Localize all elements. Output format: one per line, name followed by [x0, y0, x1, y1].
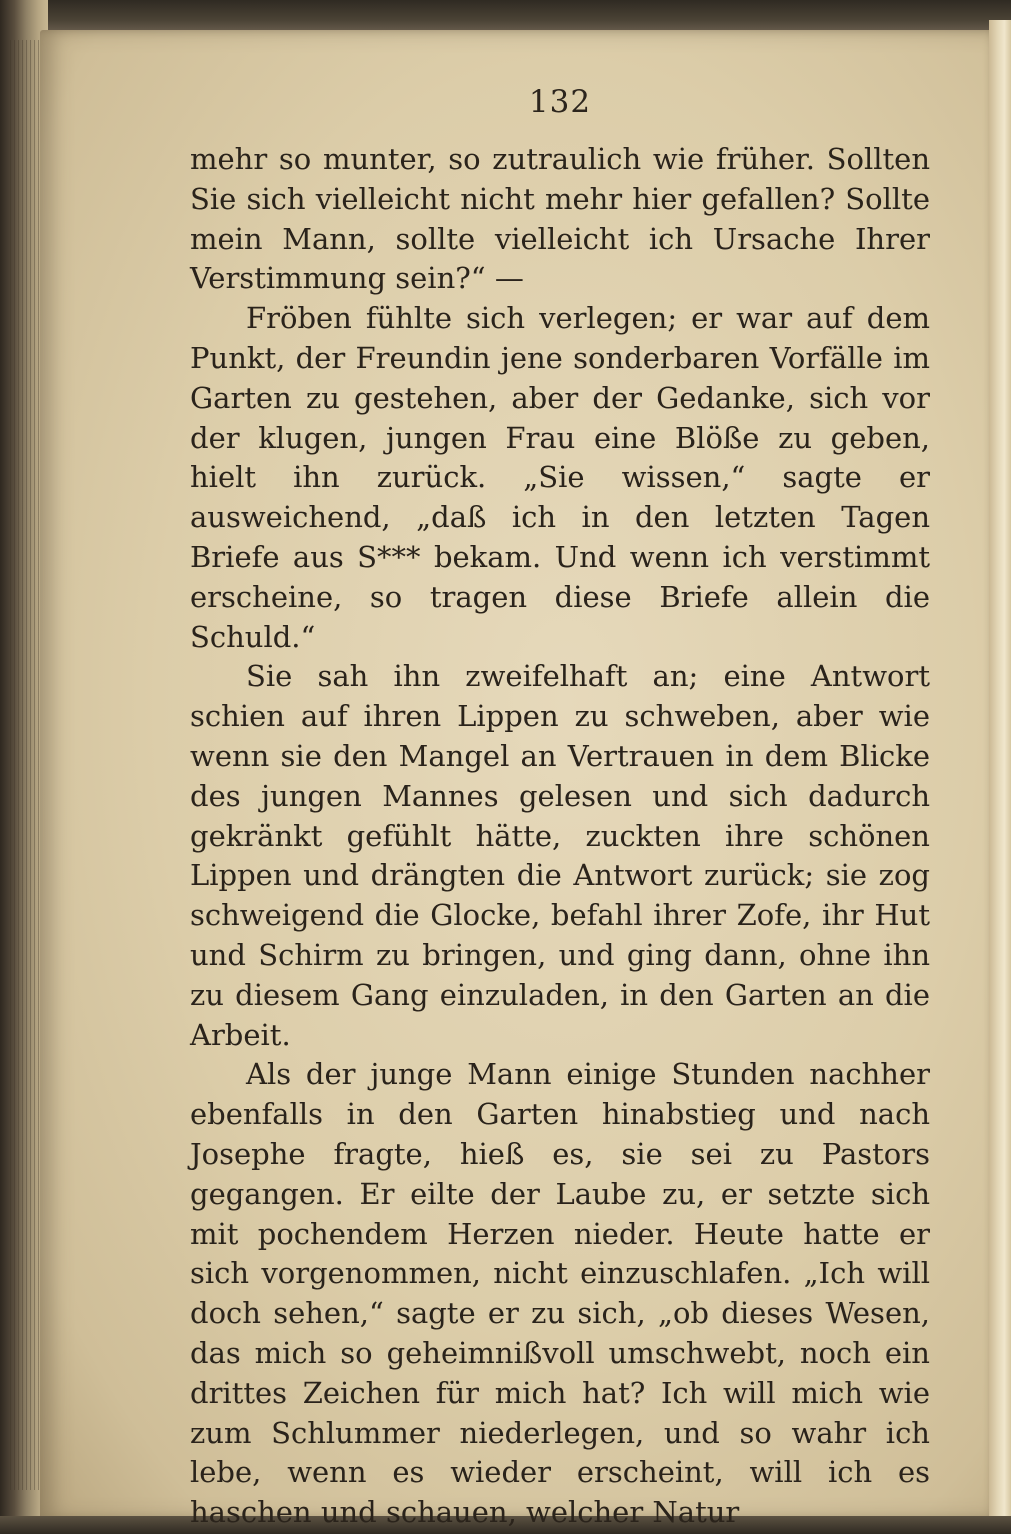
spine-page-lines — [10, 40, 40, 1490]
top-page-edge — [0, 0, 1011, 34]
paragraph-4: Als der junge Mann einige Stunden nachher ebenfalls in den Garten hinabstieg und nach Josephe fragte, hieß es, sie sei zu Pastors gegangen. Er eilte der Laube zu, er setzte sich mit pochendem Herzen nieder. Heute hatte er sich vorgenommen, nicht einzuschlafen. „Ich will doch sehen,“ sagte er zu sich, „ob dieses Wesen, das mich so geheimnißvoll umschwebt, noch ein drittes Zeichen für mich hat? Ich will mich wie zum Schlummer niederlegen, und so wahr ich lebe, wenn es wieder erscheint, will ich es haschen und schauen, welcher Natur — [190, 1057, 930, 1530]
body-text — [190, 140, 930, 1533]
paragraph-3: Sie sah ihn zweifelhaft an; eine Antwort schien auf ihren Lippen zu schweben, aber wie wenn sie den Mangel an Vertrauen in dem Blicke des jungen Mannes gelesen und sich dadurch gekränkt gefühlt hätte, zuckten ihre schönen Lippen und drängten die Antwort zurück; sie zog schweigend die Glocke, befahl ihrer Zofe, ihr Hut und Schirm zu bringen, und ging dann, ohne ihn zu diesem Gang einzuladen, in den Garten an die Arbeit. — [190, 659, 930, 1052]
right-page-edge — [989, 20, 1011, 1520]
page-number: 132 — [528, 84, 592, 120]
paragraph-2: Fröben fühlte sich verlegen; er war auf dem Punkt, der Freundin jene sonderbaren Vorfälle im Garten zu gestehen, aber der Gedanke, sich vor der klugen, jungen Frau eine Blöße zu geben, hielt ihn zurück. „Sie wissen,“ sagte er ausweichend, „daß ich in den letzten Tagen Briefe aus S*** bekam. Und wenn ich verstimmt erscheine, so tragen diese Briefe allein die Schuld.“ — [190, 301, 930, 654]
paragraph-1: mehr so munter, so zutraulich wie früher. Sollten Sie sich vielleicht nicht mehr hier gefallen? Sollte mein Mann, sollte vielleicht ich Ursache Ihrer Verstimmung sein?“ — — [190, 142, 930, 296]
